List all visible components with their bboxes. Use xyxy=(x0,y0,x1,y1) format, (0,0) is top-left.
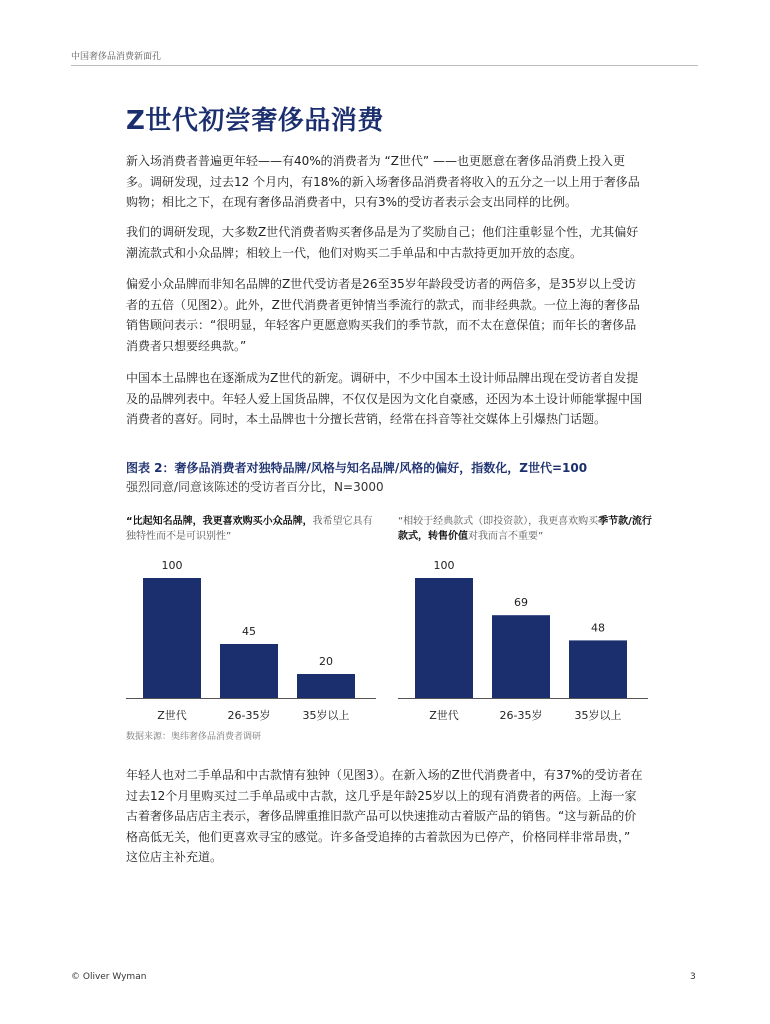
bar-value-label-0: 100 xyxy=(161,559,183,572)
figure-subtitle: 强烈同意/同意该陈述的受访者百分比，N=3000 xyxy=(126,480,384,494)
footer-copyright: © Oliver Wyman xyxy=(71,972,147,982)
category-label-0: Z世代 xyxy=(429,709,459,722)
bar-value-label-1: 69 xyxy=(514,596,528,610)
bar-2 xyxy=(569,640,627,698)
bar-0 xyxy=(415,578,473,698)
chart-2 xyxy=(398,555,650,725)
category-label-2: 35岁以上 xyxy=(302,709,350,722)
paragraph-4: 中国本土品牌也在逐渐成为Z世代的新宠。调研中，不少中国本土设计师品牌出现在受访者自发提及的品牌列表中。年轻人爱上国货品牌，不仅仅是因为文化自豪感，还因为本土设计师能掌握中国消费者的喜好。同时，本土品牌也十分擅长营销，经常在抖音等社交媒体上引爆热门话题。 xyxy=(126,371,643,426)
header-rule xyxy=(71,65,698,66)
bar-value-label-2: 48 xyxy=(591,621,605,635)
chart-2-quote-bold2: 转售价值 xyxy=(428,531,468,542)
chart-1-quote-rest: 我希望它具有独特性而不是可识别性” xyxy=(126,516,373,542)
bar-value-label-2: 20 xyxy=(319,655,333,668)
running-header: 中国奢侈品消费新面孔 xyxy=(71,52,162,62)
category-label-0: Z世代 xyxy=(157,709,187,722)
chart-2-quote-part2: 对我而言不重要” xyxy=(468,531,544,542)
paragraph-5: 年轻人也对二手单品和中古款情有独钟（见图3）。在新入场的Z世代消费者中，有37%的受访者在过去12个月里购买过二手单品或中古款，这几乎是年龄25岁以上的现有消费者的两倍。上海一家古着奢侈品店店主表示，奢侈品牌重推旧款产品可以快速推动古着版产品的销售。“这与新品的价格高低无关，他们更喜欢寻宝的感觉。许多备受追捧的古着款因为已停产，价格同样非常昂贵，” 这位店主补充道。 xyxy=(126,768,643,864)
category-label-1: 26-35岁 xyxy=(499,709,543,722)
chart-svg xyxy=(398,555,650,725)
paragraph-1: 新入场消费者普遍更年轻——有40%的消费者为 “Z世代” ——也更愿意在奢侈品消费上投入更多。调研发现，过去12 个月内，有18%的新入场奢侈品消费者将收入的五分之一以上用于奢侈品购物；相比之下，在现有奢侈品消费者中，只有3%的受访者表示会支出同样的比例。 xyxy=(126,154,640,209)
category-label-2: 35岁以上 xyxy=(574,709,622,722)
bar-2 xyxy=(297,674,355,698)
chart-1-quote-bold: “比起知名品牌，我更喜欢购买小众品牌， xyxy=(126,516,313,527)
figure-title: 图表 2：奢侈品消费者对独特品牌/风格与知名品牌/风格的偏好，指数化，Z世代=100 xyxy=(126,461,588,475)
chart-1 xyxy=(126,555,378,725)
page-number: 3 xyxy=(690,972,696,982)
chart-2-quote-part1: “相较于经典款式（即投资款），我更喜欢购买 xyxy=(398,516,599,527)
bar-1 xyxy=(220,644,278,698)
bar-value-label-1: 45 xyxy=(242,625,256,638)
bar-value-label-0: 100 xyxy=(433,559,455,572)
bar-0 xyxy=(143,578,201,698)
chart-2-quote-bold1: 季节款/流行款式， xyxy=(398,516,652,542)
chart-svg xyxy=(126,555,378,725)
category-label-1: 26-35岁 xyxy=(227,709,271,722)
page-title: Z世代初尝奢侈品消费 xyxy=(126,106,384,136)
bar-1 xyxy=(492,615,550,698)
chart-2-quote xyxy=(398,514,653,544)
figure-source: 数据来源：奥纬奢侈品消费者调研 xyxy=(126,732,262,742)
paragraph-2: 我们的调研发现，大多数Z世代消费者购买奢侈品是为了奖励自己；他们注重彰显个性，尤其偏好潮流款式和小众品牌；相较上一代，他们对购买二手单品和中古款持更加开放的态度。 xyxy=(126,225,639,260)
chart-1-quote xyxy=(126,514,381,544)
paragraph-3: 偏爱小众品牌而非知名品牌的Z世代受访者是26至35岁年龄段受访者的两倍多，是35岁以上受访者的五倍（见图2）。此外，Z世代消费者更钟情当季流行的款式，而非经典款。一位上海的奢侈品销售顾问表示：“很明显，年轻客户更愿意购买我们的季节款，而不太在意保值；而年长的奢侈品消费者只想要经典款。” xyxy=(126,277,640,353)
